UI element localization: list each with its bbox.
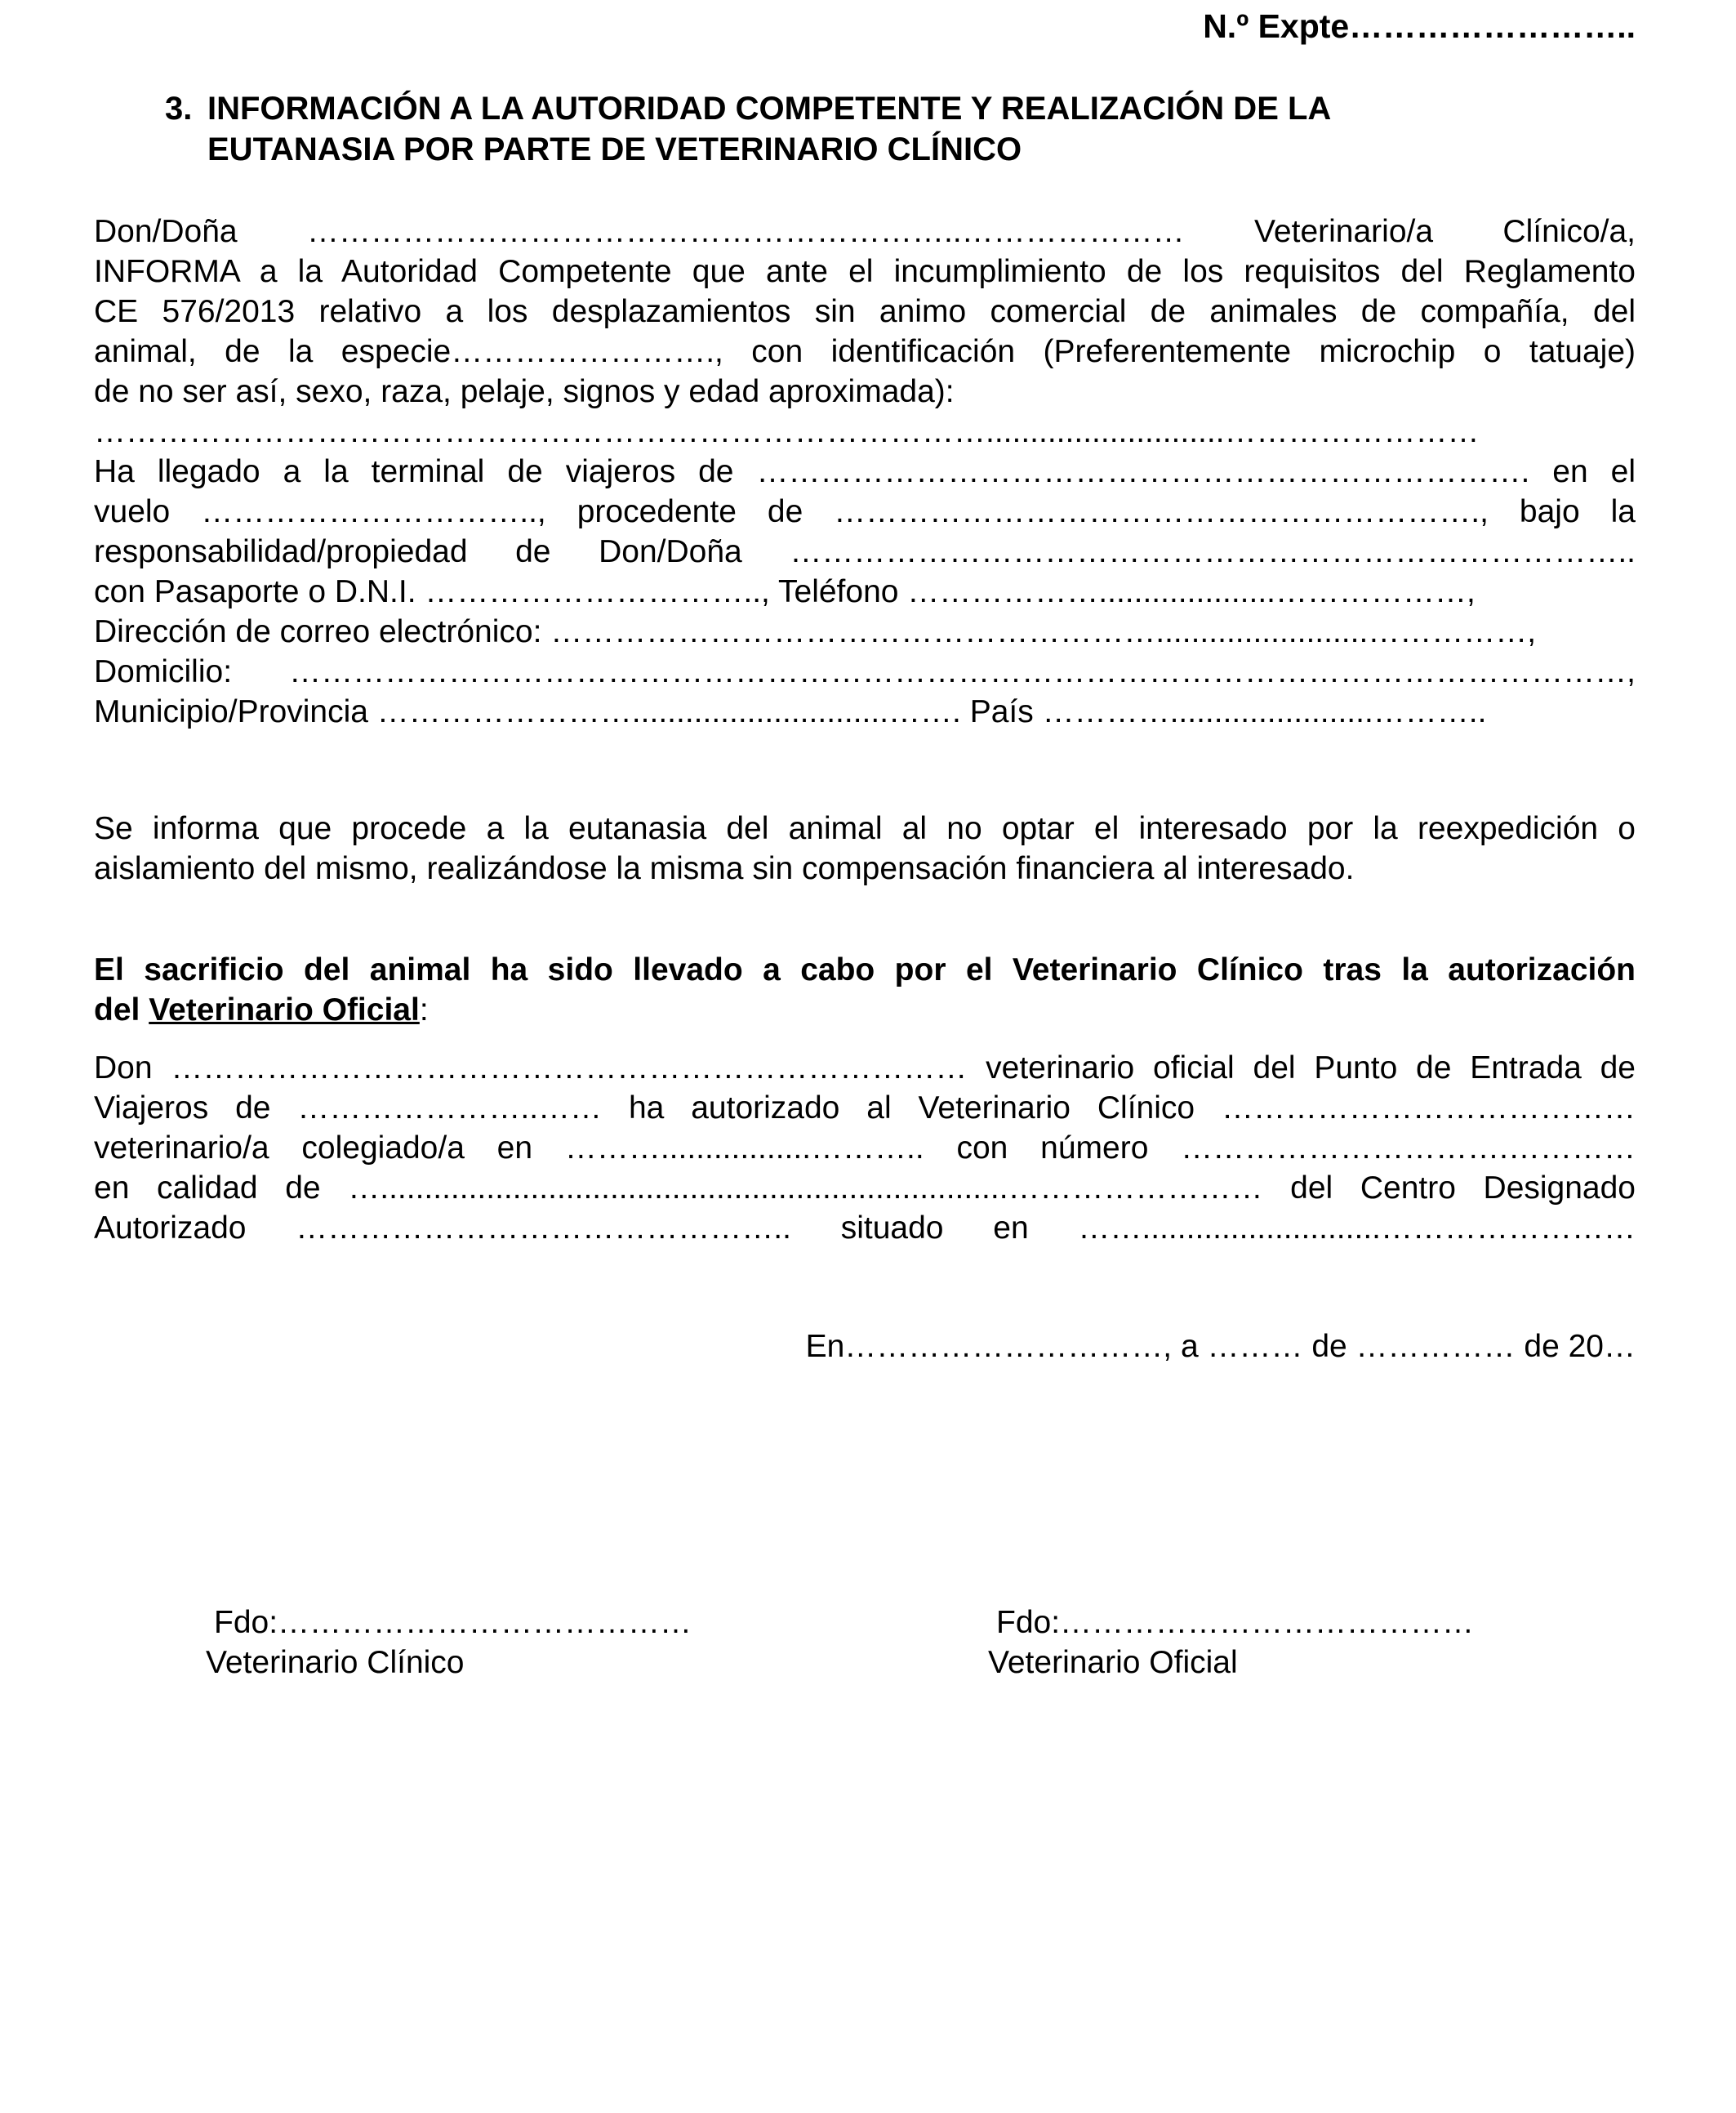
eutanasia-line: aislamiento del mismo, realizándose la misma sin compensación financiera al interesado.	[94, 851, 1355, 886]
informe-line: animal, de la especie……………………., con identificación (Preferentemente microchip o tatuaje)	[94, 334, 1636, 369]
section-title-line-2: EUTANASIA POR PARTE DE VETERINARIO CLÍNICO	[207, 132, 1022, 167]
autorizacion-line: en calidad de ….......................................................................…………………… del Centro Designado	[94, 1170, 1636, 1206]
firma-oficial-fdo: Fdo:…………………………………	[996, 1605, 1475, 1640]
autorizacion-line: veterinario/a colegiado/a en ……….................……….. con número ………………………….…………	[94, 1130, 1636, 1166]
veterinario-oficial-underlined: Veterinario Oficial	[149, 992, 420, 1028]
expediente-number: N.º Expte……………………..	[1203, 7, 1636, 45]
section-title-line-1: INFORMACIÓN A LA AUTORIDAD COMPETENTE Y REALIZACIÓN DE LA	[207, 91, 1332, 127]
informe-line: responsabilidad/propiedad de Don/Doña ……………………………………………………………………..	[94, 534, 1636, 569]
informe-line: de no ser así, sexo, raza, pelaje, signos y edad aproximada):	[94, 374, 955, 409]
informe-line: INFORMA a la Autoridad Competente que ante el incumplimiento de los requisitos del Reglamento	[94, 254, 1636, 289]
firma-clinico-fdo: Fdo:…………………………………	[214, 1605, 692, 1640]
informe-line: vuelo ………………………….., procedente de ……………………………………………………., bajo la	[94, 494, 1636, 529]
sacrificio-line-2	[94, 990, 1636, 1030]
eutanasia-line: Se informa que procede a la eutanasia del animal al no optar el interesado por la reexpedición o	[94, 811, 1636, 846]
autorizacion-line: Autorizado ……………………………………….. situado en ……...........................……………………	[94, 1210, 1636, 1246]
informe-line: con Pasaporte o D.N.I. ………………………….., Teléfono ………………....................………………,	[94, 574, 1476, 609]
informe-line: CE 576/2013 relativo a los desplazamientos sin animo comercial de animales de compañía, del	[94, 294, 1636, 329]
section-number: 3.	[165, 91, 193, 127]
informe-line: Ha llegado a la terminal de viajeros de ………………………………………………………………. en el	[94, 454, 1636, 489]
informe-line: Dirección de correo electrónico: …………………………………………………........................……………,	[94, 614, 1537, 649]
informe-line: Municipio/Provincia …………………….............................……. País ………….......................………..	[94, 694, 1487, 729]
informe-line: Domicilio: ………………………………………………………………………………………………………………,	[94, 654, 1636, 689]
fecha-line: En…………………………, a ……… de …………… de 20…	[805, 1329, 1636, 1364]
informe-line: …………………………………………………………………………...........................……………………	[94, 414, 1480, 449]
autorizacion-line: Don ………………………………………………………………… veterinario oficial del Punto de Entrada de	[94, 1050, 1636, 1085]
sacrificio-prefix: del	[94, 992, 149, 1028]
firma-clinico-label: Veterinario Clínico	[206, 1645, 465, 1680]
informe-line: Don/Doña ……………………………………………………..………………… Veterinario/a Clínico/a,	[94, 214, 1636, 249]
autorizacion-line: Viajeros de …………………..…… ha autorizado al Veterinario Clínico …………………………………	[94, 1090, 1636, 1126]
firma-oficial-label: Veterinario Oficial	[988, 1645, 1238, 1680]
sacrificio-line: El sacrificio del animal ha sido llevado a cabo por el Veterinario Clínico tras la autorización	[94, 952, 1636, 987]
section-heading-line-1	[165, 88, 1596, 129]
sacrificio-colon: :	[419, 992, 429, 1028]
section-heading-line-2	[207, 129, 1596, 170]
